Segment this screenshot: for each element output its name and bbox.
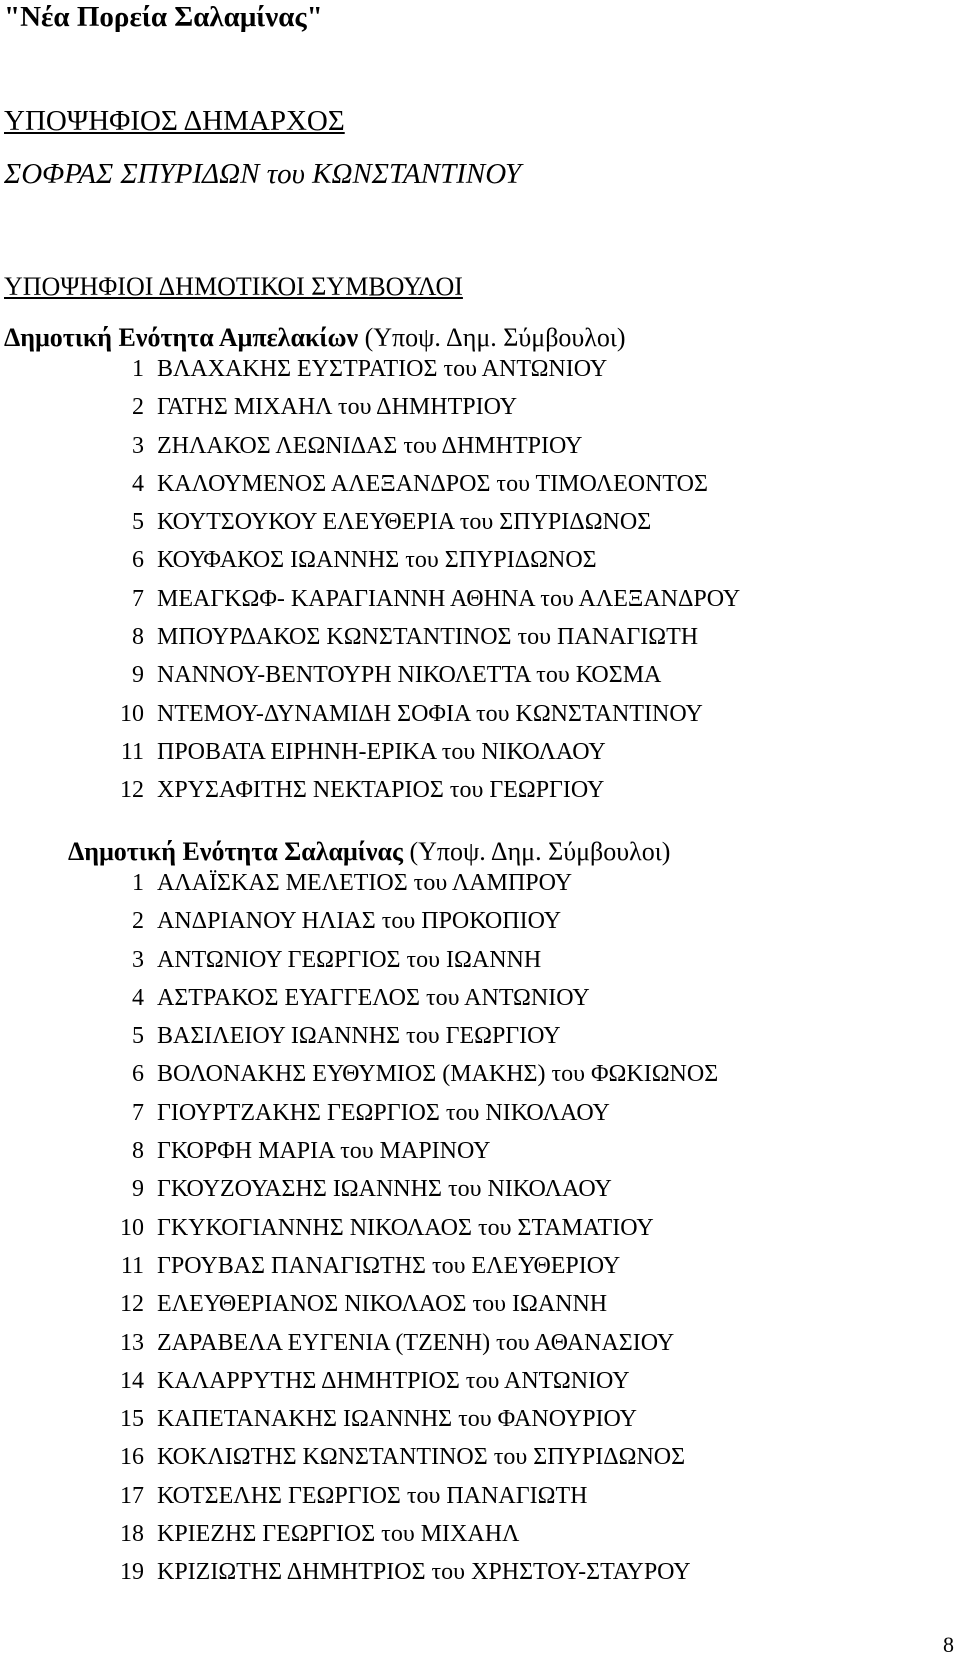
candidate-name: ΓΙΟΥΡΤΖΑΚΗΣ ΓΕΩΡΓΙΟΣ του ΝΙΚΟΛΑΟΥ (157, 1099, 610, 1126)
candidate-number: 19 (120, 1559, 144, 1586)
candidate-number: 1 (132, 870, 144, 896)
candidate-name: ΒΑΣΙΛΕΙΟΥ ΙΩΑΝΝΗΣ του ΓΕΩΡΓΙΟΥ (157, 1023, 561, 1050)
candidate-number: 8 (132, 624, 144, 651)
candidate-name: ΚΟΥΤΣΟΥΚΟΥ ΕΛΕΥΘΕΡΙΑ του ΣΠΥΡΙΔΩΝΟΣ (157, 509, 652, 536)
candidate-row (100, 699, 740, 737)
candidate-row (100, 354, 740, 392)
candidate-name: ΜΠΟΥΡΔΑΚΟΣ ΚΩΝΣΤΑΝΤΙΝΟΣ του ΠΑΝΑΓΙΩΤΗ (157, 624, 699, 651)
candidate-number: 18 (120, 1521, 144, 1548)
page-number: 8 (943, 1632, 954, 1657)
unit-name: Δημοτική Ενότητα Σαλαμίνας (68, 837, 403, 866)
candidate-name: ΓΚΟΥΖΟΥΑΣΗΣ ΙΩΑΝΝΗΣ του ΝΙΚΟΛΑΟΥ (157, 1176, 612, 1203)
candidate-number: 4 (132, 470, 144, 497)
candidate-row (100, 660, 740, 698)
candidate-number: 5 (132, 1023, 144, 1050)
unit-heading-salamina (68, 836, 670, 868)
candidate-number: 2 (132, 908, 144, 935)
candidate-row (100, 1098, 718, 1136)
candidate-row (100, 1213, 718, 1251)
candidate-row (100, 1174, 718, 1212)
candidate-number: 9 (132, 1176, 144, 1203)
candidate-name: ΚΡΙΖΙΩΤΗΣ ΔΗΜΗΤΡΙΟΣ του ΧΡΗΣΤΟΥ-ΣΤΑΥΡΟΥ (157, 1559, 691, 1586)
candidate-number: 9 (132, 662, 144, 689)
candidate-name: ΚΑΠΕΤΑΝΑΚΗΣ ΙΩΑΝΝΗΣ του ΦΑΝΟΥΡΙΟΥ (157, 1406, 638, 1433)
candidate-number: 2 (132, 394, 144, 421)
candidate-number: 15 (120, 1406, 144, 1433)
candidate-name: ΑΝΤΩΝΙΟΥ ΓΕΩΡΓΙΟΣ του ΙΩΑΝΝΗ (157, 946, 542, 973)
candidate-row (100, 584, 740, 622)
candidate-row (100, 1059, 718, 1097)
candidate-number: 12 (120, 1291, 144, 1318)
candidate-row (100, 868, 718, 906)
candidate-name: ΚΡΙΕΖΗΣ ΓΕΩΡΓΙΟΣ του ΜΙΧΑΗΛ (157, 1521, 520, 1548)
candidate-name: ΓΑΤΗΣ ΜΙΧΑΗΛ του ΔΗΜΗΤΡΙΟΥ (157, 394, 518, 421)
candidate-name: ΜΕΑΓΚΩΦ- ΚΑΡΑΓΙΑΝΝΗ ΑΘΗΝΑ του ΑΛΕΞΑΝΔΡΟΥ (157, 585, 741, 612)
candidate-name: ΝΑΝΝΟΥ-ΒΕΝΤΟΥΡΗ ΝΙΚΟΛΕΤΤΑ του ΚΟΣΜΑ (157, 662, 662, 689)
candidate-name: ΚΟΚΛΙΩΤΗΣ ΚΩΝΣΤΑΝΤΙΝΟΣ του ΣΠΥΡΙΔΩΝΟΣ (157, 1444, 686, 1471)
candidate-row (100, 392, 740, 430)
candidate-number: 1 (132, 356, 144, 382)
candidate-row (100, 431, 740, 469)
candidate-number: 17 (120, 1482, 144, 1509)
candidate-number: 7 (132, 1099, 144, 1126)
candidate-row (100, 1251, 718, 1289)
candidate-row (100, 737, 740, 775)
unit-name: Δημοτική Ενότητα Αμπελακίων (4, 323, 359, 352)
candidate-name: ΓΚΥΚΟΓΙΑΝΝΗΣ ΝΙΚΟΛΑΟΣ του ΣΤΑΜΑΤΙΟΥ (157, 1214, 654, 1241)
candidate-name: ΒΛΑΧΑΚΗΣ ΕΥΣΤΡΑΤΙΟΣ του ΑΝΤΩΝΙΟΥ (157, 356, 608, 382)
candidate-number: 8 (132, 1138, 144, 1165)
candidate-number: 7 (132, 585, 144, 612)
candidate-row (100, 1328, 718, 1366)
candidate-number: 6 (132, 547, 144, 574)
candidate-number: 5 (132, 509, 144, 536)
candidate-name: ΧΡΥΣΑΦΙΤΗΣ ΝΕΚΤΑΡΙΟΣ του ΓΕΩΡΓΙΟΥ (157, 777, 605, 804)
candidate-name: ΕΛΕΥΘΕΡΙΑΝΟΣ ΝΙΚΟΛΑΟΣ του ΙΩΑΝΝΗ (157, 1291, 608, 1318)
candidate-name: ΑΝΔΡΙΑΝΟΥ ΗΛΙΑΣ του ΠΡΟΚΟΠΙΟΥ (157, 908, 562, 935)
candidate-row (100, 1021, 718, 1059)
candidate-name: ΖΗΛΑΚΟΣ ΛΕΩΝΙΔΑΣ του ΔΗΜΗΤΡΙΟΥ (157, 432, 583, 459)
council-heading: ΥΠΟΨΗΦΙΟΙ ΔΗΜΟΤΙΚΟΙ ΣΥΜΒΟΥΛΟΙ (4, 272, 463, 301)
candidate-number: 12 (120, 777, 144, 804)
unit-suffix: (Υποψ. Δημ. Σύμβουλοι) (364, 323, 626, 352)
mayor-name: ΣΟΦΡΑΣ ΣΠΥΡΙΔΩΝ του ΚΩΝΣΤΑΝΤΙΝΟΥ (4, 158, 522, 190)
candidate-name: ΚΟΥΦΑΚΟΣ ΙΩΑΝΝΗΣ του ΣΠΥΡΙΔΩΝΟΣ (157, 547, 597, 574)
candidate-row (100, 1519, 718, 1557)
candidate-number: 3 (132, 432, 144, 459)
candidate-number: 6 (132, 1061, 144, 1088)
candidate-name: ΚΟΤΣΕΛΗΣ ΓΕΩΡΓΙΟΣ του ΠΑΝΑΓΙΩΤΗ (157, 1482, 588, 1509)
candidate-row (100, 1289, 718, 1327)
candidate-number: 13 (120, 1329, 144, 1356)
candidate-row (100, 775, 740, 813)
candidate-row (100, 983, 718, 1021)
candidate-row (100, 545, 740, 583)
candidate-row (100, 1366, 718, 1404)
candidate-name: ΖΑΡΑΒΕΛΑ ΕΥΓΕΝΙΑ (ΤΖΕΝΗ) του ΑΘΑΝΑΣΙΟΥ (157, 1329, 675, 1356)
mayor-heading: ΥΠΟΨΗΦΙΟΣ ΔΗΜΑΡΧΟΣ (4, 105, 345, 137)
candidate-row (100, 1442, 718, 1480)
candidate-number: 3 (132, 946, 144, 973)
candidate-row (100, 1136, 718, 1174)
candidate-name: ΚΑΛΑΡΡΥΤΗΣ ΔΗΜΗΤΡΙΟΣ του ΑΝΤΩΝΙΟΥ (157, 1367, 630, 1394)
candidate-row (100, 1557, 718, 1595)
candidate-name: ΒΟΛΟΝΑΚΗΣ ΕΥΘΥΜΙΟΣ (ΜΑΚΗΣ) του ΦΩΚΙΩΝΟΣ (157, 1061, 719, 1088)
candidate-row (100, 1404, 718, 1442)
candidate-name: ΑΣΤΡΑΚΟΣ ΕΥΑΓΓΕΛΟΣ του ΑΝΤΩΝΙΟΥ (157, 984, 590, 1011)
candidate-number: 4 (132, 984, 144, 1011)
candidate-number: 11 (120, 1252, 144, 1279)
candidate-row (100, 507, 740, 545)
candidate-row (100, 622, 740, 660)
candidate-number: 14 (120, 1367, 144, 1394)
candidate-row (100, 945, 718, 983)
candidate-name: ΓΚΟΡΦΗ ΜΑΡΙΑ του ΜΑΡΙΝΟΥ (157, 1138, 491, 1165)
candidate-list-ampelakia (100, 354, 740, 814)
candidate-list-salamina (100, 868, 718, 1596)
candidate-number: 16 (120, 1444, 144, 1471)
party-name: "Νέα Πορεία Σαλαμίνας" (4, 1, 323, 33)
candidate-name: ΑΛΑΪΣΚΑΣ ΜΕΛΕΤΙΟΣ του ΛΑΜΠΡΟΥ (157, 870, 573, 896)
candidate-name: ΠΡΟΒΑΤΑ ΕΙΡΗΝΗ-ΕΡΙΚΑ του ΝΙΚΟΛΑΟΥ (157, 738, 606, 765)
candidate-number: 10 (120, 700, 144, 727)
candidate-number: 10 (120, 1214, 144, 1241)
candidate-row (100, 906, 718, 944)
candidate-name: ΓΡΟΥΒΑΣ ΠΑΝΑΓΙΩΤΗΣ του ΕΛΕΥΘΕΡΙΟΥ (157, 1252, 621, 1279)
candidate-number: 11 (120, 738, 144, 765)
candidate-row (100, 1481, 718, 1519)
candidate-row (100, 469, 740, 507)
candidate-name: ΝΤΕΜΟΥ-ΔΥΝΑΜΙΔΗ ΣΟΦΙΑ του ΚΩΝΣΤΑΝΤΙΝΟΥ (157, 700, 703, 727)
unit-heading-ampelakia (4, 322, 626, 354)
unit-suffix: (Υποψ. Δημ. Σύμβουλοι) (409, 837, 671, 866)
candidate-name: ΚΑΛΟΥΜΕΝΟΣ ΑΛΕΞΑΝΔΡΟΣ του ΤΙΜΟΛΕΟΝΤΟΣ (157, 470, 708, 497)
